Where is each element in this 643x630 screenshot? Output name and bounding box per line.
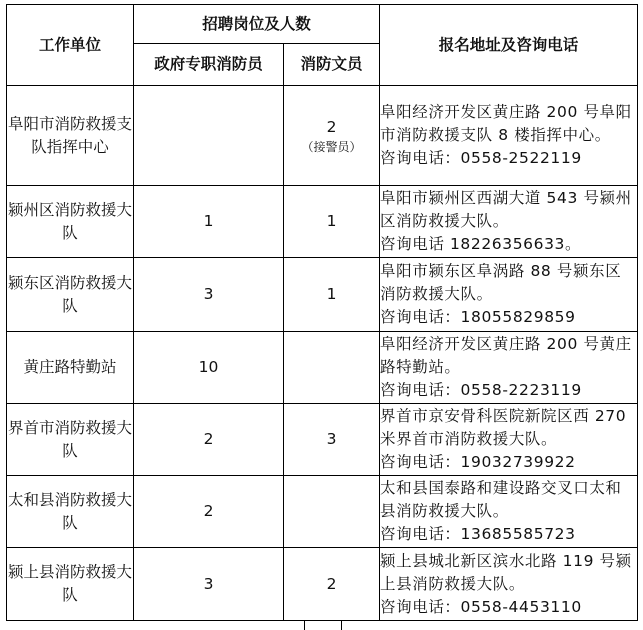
firefighter-count: 3 — [134, 258, 284, 332]
clerk-count: 2 — [326, 574, 337, 593]
header-clerk: 消防文员 — [284, 44, 380, 86]
firefighter-count: 2 — [134, 404, 284, 476]
clerk-count-cell — [284, 258, 380, 332]
clerk-count-cell — [284, 404, 380, 476]
clerk-count-cell — [284, 186, 380, 258]
unit-cell: 黄庄路特勤站 — [7, 332, 134, 404]
header-address: 报名地址及咨询电话 — [380, 5, 638, 86]
table-row — [7, 476, 638, 548]
address-cell — [380, 258, 638, 332]
clerk-count: 2 — [326, 118, 337, 136]
phone-text: 咨询电话：0558-2223119 — [380, 381, 582, 399]
firefighter-count: 10 — [134, 332, 284, 404]
address-text: 阜阳经济开发区黄庄路 200 号阜阳市消防救援支队 8 楼指挥中心。 — [380, 103, 632, 144]
unit-cell: 颍上县消防救援大队 — [7, 548, 134, 621]
table-row — [7, 332, 638, 404]
header-firefighter: 政府专职消防员 — [134, 44, 284, 86]
phone-text: 咨询电话：18055829859 — [380, 308, 576, 326]
clerk-count-cell — [284, 548, 380, 621]
address-cell — [380, 404, 638, 476]
phone-text: 咨询电话：13685585723 — [380, 525, 576, 543]
clerk-count-cell — [284, 332, 380, 404]
recruitment-table — [6, 4, 638, 621]
address-text: 阜阳经济开发区黄庄路 200 号黄庄路特勤站。 — [380, 335, 632, 376]
header-positions: 招聘岗位及人数 — [134, 5, 380, 44]
table-row — [7, 186, 638, 258]
phone-text: 咨询电话：19032739922 — [380, 453, 576, 471]
clerk-count: 1 — [326, 285, 337, 303]
unit-cell: 太和县消防救援大队 — [7, 476, 134, 548]
address-text: 颍上县城北新区滨水北路 119 号颍上县消防救援大队。 — [380, 551, 632, 593]
clerk-note: （接警员） — [301, 140, 362, 154]
address-cell — [380, 548, 638, 621]
firefighter-count: 3 — [134, 548, 284, 621]
unit-cell: 界首市消防救援大队 — [7, 404, 134, 476]
address-text: 界首市京安骨科医院新院区西 270 米界首市消防救援大队。 — [380, 407, 627, 448]
clerk-count-cell — [284, 476, 380, 548]
address-text: 太和县国泰路和建设路交叉口太和县消防救援大队。 — [380, 479, 622, 520]
table-row — [7, 86, 638, 186]
phone-text: 咨询电话：0558-2522119 — [380, 149, 582, 167]
unit-cell: 阜阳市消防救援支队指挥中心 — [7, 86, 134, 186]
address-cell — [380, 476, 638, 548]
clerk-count: 1 — [326, 212, 337, 230]
header-unit: 工作单位 — [7, 5, 134, 86]
phone-text: 咨询电话 18226356633。 — [380, 235, 582, 253]
address-cell — [380, 332, 638, 404]
unit-cell: 颍东区消防救援大队 — [7, 258, 134, 332]
firefighter-count: 2 — [134, 476, 284, 548]
table-row — [7, 548, 638, 621]
clerk-count-cell — [284, 86, 380, 186]
table-row — [7, 258, 638, 332]
header-row-top — [7, 5, 638, 44]
clerk-count: 3 — [326, 430, 337, 448]
table-row — [7, 404, 638, 476]
address-text: 阜阳市颍州区西湖大道 543 号颍州区消防救援大队。 — [380, 189, 632, 230]
unit-cell: 颍州区消防救援大队 — [7, 186, 134, 258]
address-cell — [380, 86, 638, 186]
phone-text: 咨询电话：0558-4453110 — [380, 597, 582, 616]
firefighter-count — [134, 86, 284, 186]
firefighter-count: 1 — [134, 186, 284, 258]
address-text: 阜阳市颍东区阜涡路 88 号颍东区消防救援大队。 — [380, 262, 622, 303]
address-cell — [380, 186, 638, 258]
